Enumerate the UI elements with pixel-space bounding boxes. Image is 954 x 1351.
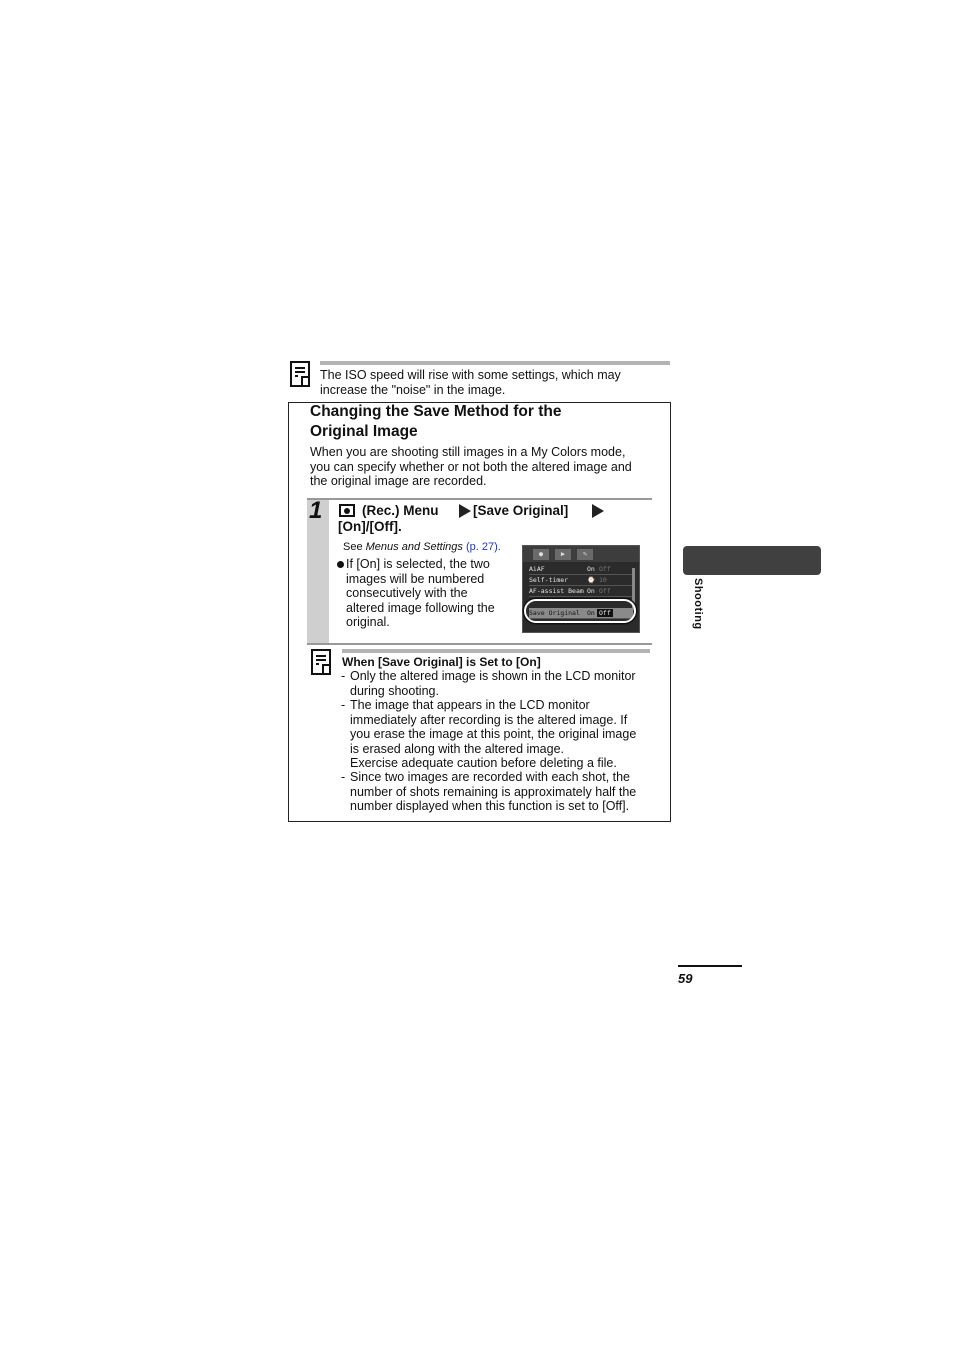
step-top-rule: [307, 498, 652, 500]
chapter-label: Shooting: [692, 578, 704, 630]
play-tab-icon: ▶: [555, 549, 571, 560]
page-number: 59: [678, 971, 693, 986]
step-title-on-off: [On]/[Off].: [338, 519, 402, 534]
step-number: 1: [309, 497, 323, 524]
setup-tab-icon: ✎: [577, 549, 593, 560]
see-reference: See Menus and Settings (p. 27).: [343, 541, 501, 553]
step-title-rec-menu: (Rec.) Menu: [362, 503, 439, 518]
lcd-row: AiAF On Off: [529, 564, 633, 575]
highlight-ring: [524, 599, 636, 623]
arrow-right-icon: [459, 504, 471, 518]
section-intro: When you are shooting still images in a My Colors mode, you can specify whether or not both the altered image and the original image are recorded.: [310, 445, 632, 488]
note-rule: [342, 649, 650, 653]
page-link[interactable]: (p. 27).: [465, 541, 501, 553]
note-rule: [320, 361, 670, 365]
camera-tab-icon: ●: [533, 549, 549, 560]
chapter-tab: [683, 546, 821, 575]
bottom-note-title: When [Save Original] is Set to [On]: [342, 655, 541, 669]
arrow-right-icon: [592, 504, 604, 518]
step-bottom-rule: [307, 643, 652, 645]
top-note-text: The ISO speed will rise with some settings, which may increase the "noise" in the image.: [320, 368, 621, 397]
step-title-save-original: [Save Original]: [473, 503, 569, 518]
lcd-row: AF-assist Beam On Off: [529, 586, 633, 597]
lcd-row-selected: Save Original On Off: [529, 608, 633, 619]
lcd-tab-bar: [523, 546, 639, 562]
lcd-row: Self-timer ⌚ 10: [529, 575, 633, 586]
page-number-rule: [678, 965, 742, 967]
note-icon: [290, 361, 310, 387]
rec-camera-icon: [339, 504, 355, 517]
note-icon: [311, 649, 331, 675]
bullet-icon: [337, 561, 344, 568]
bullet-text: If [On] is selected, the two images will be numbered consecutively with the altered image following the original.: [346, 557, 495, 630]
section-heading: Changing the Save Method for the Original Image: [310, 403, 562, 440]
